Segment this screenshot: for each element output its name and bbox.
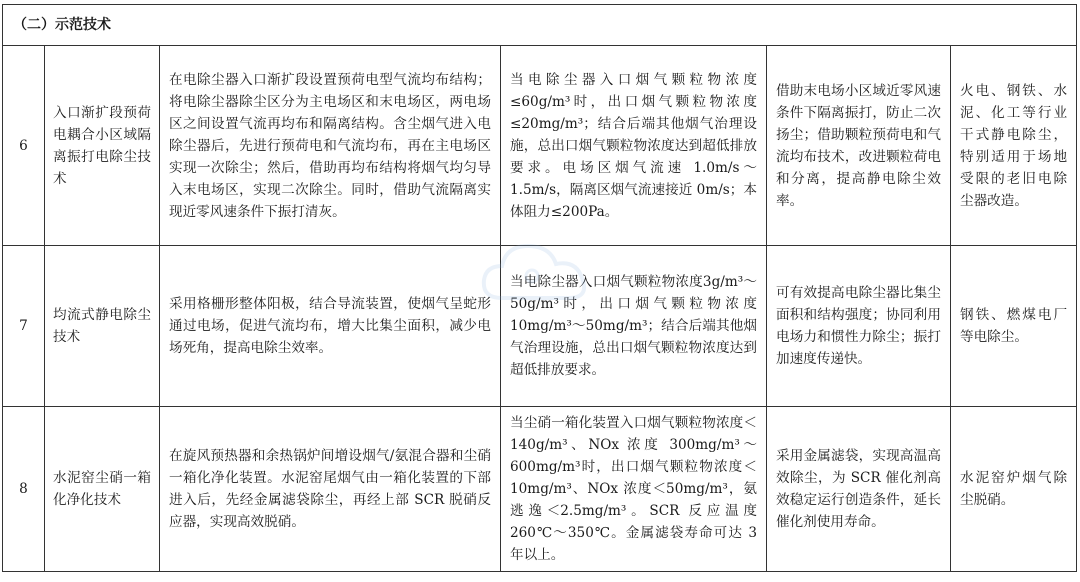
- technology-name: 入口渐扩段预荷电耦合小区域隔离振打电除尘技术: [45, 46, 160, 246]
- technical-indicators: 当电除尘器入口烟气颗粒物浓度≤60g/m³时，出口烟气颗粒物浓度≤20mg/m³；结合后端其他烟气治理设施，总出口烟气颗粒物浓度达到超低排放要求。电场区烟气流速 1.0m/s～1.5m/s，隔离区烟气流速接近 0m/s；本体阻力≤200Pa。: [501, 46, 767, 246]
- technical-features: 采用金属滤袋，实现高温高效除尘，为 SCR 催化剂高效稳定运行创造条件，延长催化剂使用寿命。: [767, 407, 951, 572]
- table-row: [3, 46, 1077, 246]
- technology-name: 均流式静电除尘技术: [45, 246, 160, 407]
- table-row: [3, 246, 1077, 407]
- section-title: （二）示范技术: [3, 5, 1077, 46]
- technical-features: 借助末电场小区域近零风速条件下隔离振打，防止二次扬尘；借助颗粒预荷电和气流均布技术，改进颗粒荷电和分离，提高静电除尘效率。: [767, 46, 951, 246]
- demonstration-technology-table: [2, 4, 1077, 572]
- section-header-row: [3, 5, 1077, 46]
- applicable-scope: 钢铁、燃煤电厂等电除尘。: [951, 246, 1077, 407]
- row-number: 7: [3, 246, 45, 407]
- technical-features: 可有效提高电除尘器比集尘面积和结构强度；协同利用电场力和惯性力除尘；振打加速度传递快。: [767, 246, 951, 407]
- applicable-scope: 水泥窑炉烟气除尘脱硝。: [951, 407, 1077, 572]
- table-row: [3, 407, 1077, 572]
- technology-principle: 在旋风预热器和余热锅炉间增设烟气/氨混合器和尘硝一箱化净化装置。水泥窑尾烟气由一箱化装置的下部进入后，先经金属滤袋除尘，再经上部 SCR 脱硝反应器，实现高效脱硝。: [160, 407, 501, 572]
- row-number: 8: [3, 407, 45, 572]
- applicable-scope: 火电、钢铁、水泥、化工等行业干式静电除尘，特别适用于场地受限的老旧电除尘器改造。: [951, 46, 1077, 246]
- technical-indicators: 当电除尘器入口烟气颗粒物浓度3g/m³～50g/m³时，出口烟气颗粒物浓度 10mg/m³～50mg/m³；结合后端其他烟气治理设施，总出口烟气颗粒物浓度达到超低排放要求。: [501, 246, 767, 407]
- technology-principle: 在电除尘器入口渐扩段设置预荷电型气流均布结构；将电除尘器除尘区分为主电场区和末电场区，两电场区之间设置气流再均布和隔离结构。含尘烟气进入电除尘器后，先进行预荷电和气流均布，再在主电场区实现一次除尘；然后，借助再均布结构将烟气均匀导入末电场区，实现二次除尘。同时，借助气流隔离实现近零风速条件下振打清灰。: [160, 46, 501, 246]
- technology-name: 水泥窑尘硝一箱化净化技术: [45, 407, 160, 572]
- technology-principle: 采用格栅形整体阳极，结合导流装置，使烟气呈蛇形通过电场，促进气流均布，增大比集尘面积，减少电场死角，提高电除尘效率。: [160, 246, 501, 407]
- row-number: 6: [3, 46, 45, 246]
- technical-indicators: 当尘硝一箱化装置入口烟气颗粒物浓度＜140g/m³、NOx 浓度 300mg/m³～600mg/m³时，出口烟气颗粒物浓度＜10mg/m³、NOx 浓度＜50mg/m³，氨逃逸＜2.5mg/m³。SCR 反应温度 260℃～350℃。金属滤袋寿命可达 3 年以上。: [501, 407, 767, 572]
